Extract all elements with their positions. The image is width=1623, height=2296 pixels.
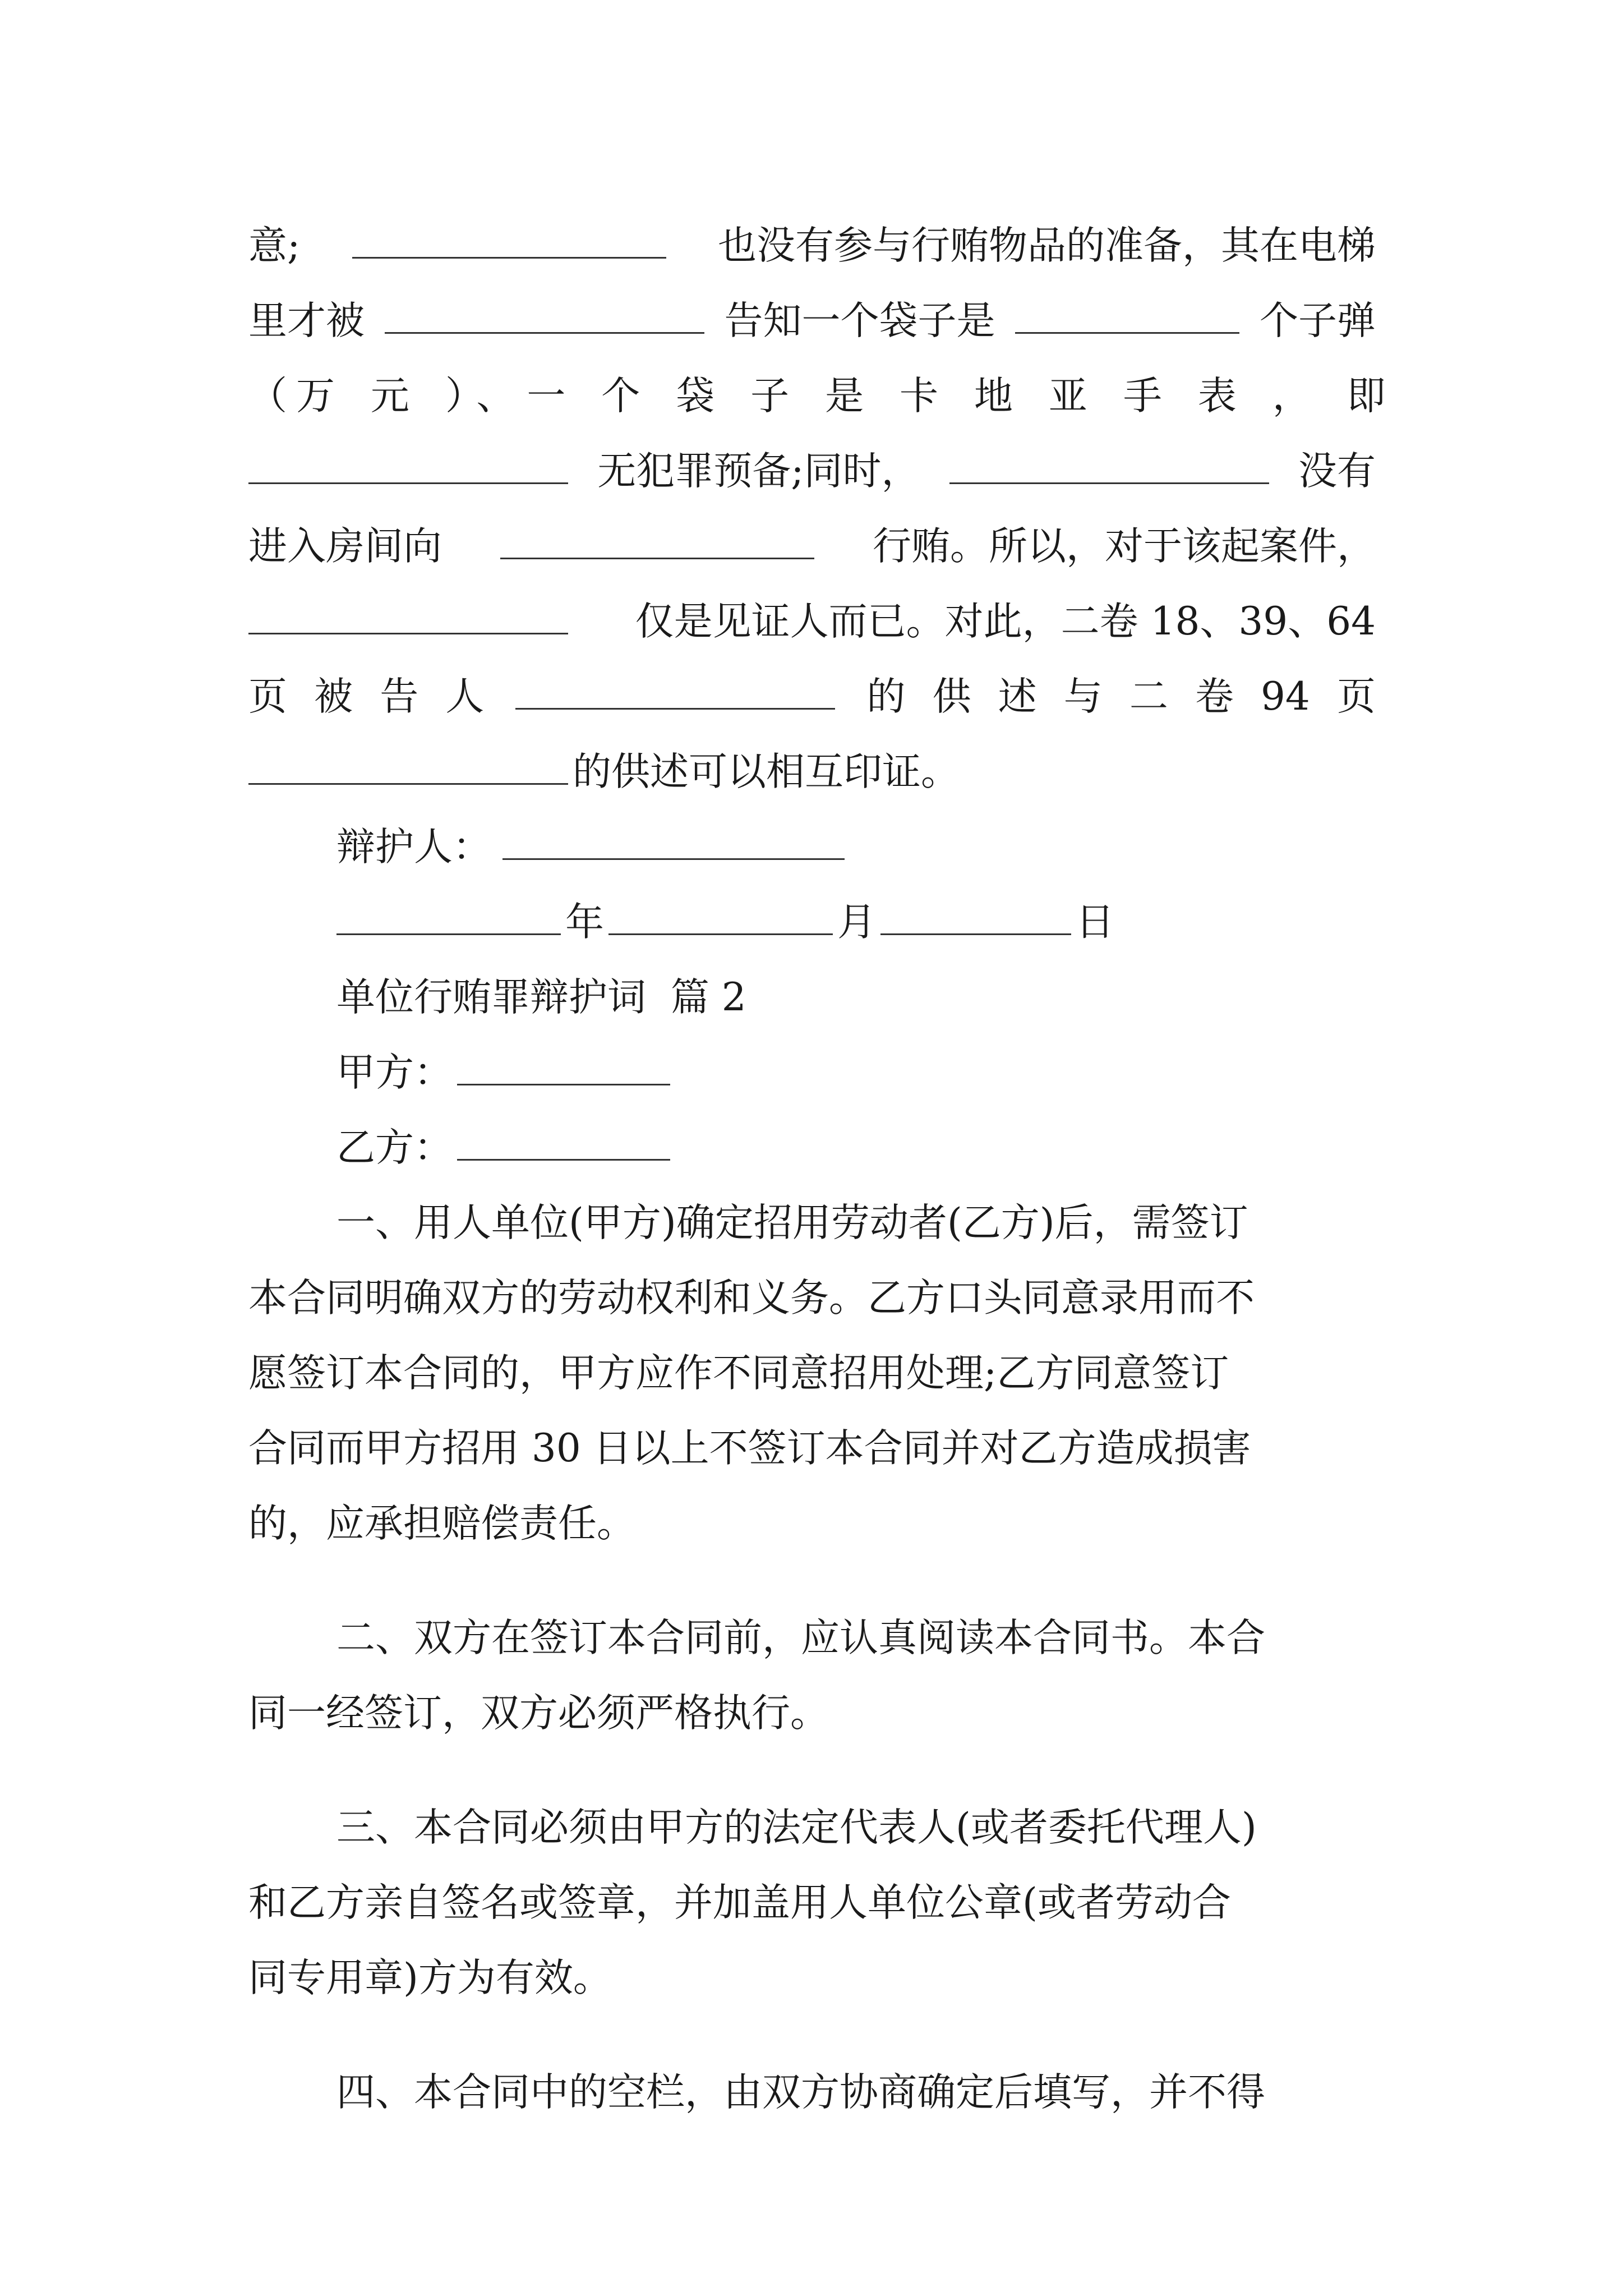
paragraph-1-line-3 bbox=[248, 1340, 1376, 1407]
party-b-label: 乙方： bbox=[336, 1125, 453, 1170]
text-line-1 bbox=[248, 212, 1376, 279]
fill-in-blank bbox=[352, 218, 666, 259]
fill-in-blank bbox=[248, 593, 568, 634]
paragraph-3-line-2 bbox=[248, 1869, 1376, 1936]
paragraph-1-line-1 bbox=[336, 1189, 1376, 1257]
section-heading bbox=[336, 964, 1464, 1031]
text-segment: 意; bbox=[248, 223, 301, 268]
text-line-2 bbox=[248, 287, 1376, 355]
month-blank bbox=[608, 894, 833, 935]
text-segment: 仅是见证人而已。对此，二卷 18、39、64 bbox=[635, 599, 1376, 644]
text-segment: 页 bbox=[248, 674, 287, 719]
text-segment: 进入房间向 bbox=[248, 524, 442, 569]
text-line-4 bbox=[248, 438, 1376, 505]
paragraph-1-line-4 bbox=[248, 1415, 1376, 1482]
month-label: 月 bbox=[837, 900, 876, 945]
defender-label: 辩护人： bbox=[336, 825, 491, 869]
text-segment: 没有 bbox=[1298, 449, 1376, 494]
text-segment: 卷 bbox=[1195, 674, 1234, 719]
text-segment: 告知一个袋子是 bbox=[724, 298, 995, 343]
paragraph-4-line-1 bbox=[336, 2059, 1376, 2126]
text-segment: 一、用人单位(甲方)确定招用劳动者(乙方)后，需签订 bbox=[336, 1200, 1248, 1245]
text-segment: 里才被 bbox=[248, 298, 365, 343]
paragraph-3-line-1 bbox=[336, 1794, 1376, 1861]
paragraph-2-line-1 bbox=[336, 1604, 1376, 1672]
party-b-line bbox=[336, 1114, 1464, 1181]
party-a-blank bbox=[457, 1045, 670, 1085]
year-label: 年 bbox=[565, 900, 604, 945]
text-segment: 人 bbox=[445, 674, 485, 719]
text-segment: 94 bbox=[1261, 674, 1310, 719]
text-segment: 的 bbox=[866, 674, 906, 719]
text-segment: 被 bbox=[314, 674, 353, 719]
text-segment: 同专用章)方为有效。 bbox=[248, 1955, 612, 2000]
party-a-line bbox=[336, 1039, 1464, 1106]
day-label: 日 bbox=[1076, 900, 1114, 945]
text-segment: 同一经签订，双方必须严格执行。 bbox=[248, 1691, 829, 1736]
text-segment: 的，应承担赔偿责任。 bbox=[248, 1501, 635, 1546]
fill-in-blank bbox=[500, 518, 814, 559]
text-line-5 bbox=[248, 513, 1376, 580]
text-segment: 述 bbox=[998, 674, 1037, 719]
text-line-7 bbox=[248, 663, 1376, 730]
text-segment: 行贿。所以，对于该起案件， bbox=[873, 524, 1376, 569]
text-segment: 和乙方亲自签名或签章，并加盖用人单位公章(或者劳动合 bbox=[248, 1880, 1231, 1925]
defender-blank bbox=[502, 819, 845, 860]
text-segment: 二 bbox=[1129, 674, 1168, 719]
text-segment: 的供述可以相互印证。 bbox=[573, 749, 960, 794]
fill-in-blank bbox=[949, 443, 1269, 484]
text-segment: 四、本合同中的空栏，由双方协商确定后填写，并不得 bbox=[336, 2070, 1265, 2115]
fill-in-blank bbox=[1015, 293, 1239, 334]
text-line-3 bbox=[248, 362, 1398, 430]
text-segment: 无犯罪预备;同时， bbox=[597, 449, 920, 494]
text-segment: 三、本合同必须由甲方的法定代表人(或者委托代理人) bbox=[336, 1805, 1257, 1850]
paragraph-2-line-2 bbox=[248, 1680, 1376, 1747]
paragraph-3-line-3 bbox=[248, 1944, 1376, 2012]
text-segment: （ bbox=[248, 374, 287, 418]
party-a-label: 甲方： bbox=[336, 1050, 453, 1095]
text-line-8 bbox=[248, 738, 1376, 806]
text-segment: 万 元 ）、一 个 袋 子 是 卡 地 亚 手 表 ， 即 bbox=[296, 374, 1398, 418]
text-segment: 本合同明确双方的劳动权利和义务。乙方口头同意录用而不 bbox=[248, 1276, 1255, 1320]
text-segment: 合同而甲方招用 30 日以上不签订本合同并对乙方造成损害 bbox=[248, 1426, 1251, 1471]
party-b-blank bbox=[457, 1120, 670, 1161]
paragraph-1-line-5 bbox=[248, 1490, 1376, 1557]
fill-in-blank bbox=[248, 443, 568, 484]
defender-signature-line bbox=[336, 813, 1464, 881]
fill-in-blank bbox=[248, 744, 568, 785]
day-blank bbox=[880, 894, 1071, 935]
text-segment: 页 bbox=[1336, 674, 1376, 719]
section-heading-text: 单位行贿罪辩护词 篇 2 bbox=[336, 975, 746, 1020]
text-segment: 二、双方在签订本合同前，应认真阅读本合同书。本合 bbox=[336, 1616, 1265, 1660]
paragraph-1-line-2 bbox=[248, 1264, 1376, 1332]
text-segment: 供 bbox=[932, 674, 971, 719]
year-blank bbox=[336, 894, 561, 935]
fill-in-blank bbox=[385, 293, 704, 334]
text-segment: 与 bbox=[1063, 674, 1103, 719]
text-segment: 也没有参与行贿物品的准备，其在电梯 bbox=[718, 223, 1376, 268]
text-segment: 告 bbox=[380, 674, 419, 719]
text-line-6 bbox=[248, 588, 1376, 655]
text-segment: 愿签订本合同的，甲方应作不同意招用处理;乙方同意签订 bbox=[248, 1351, 1229, 1396]
fill-in-blank bbox=[515, 669, 835, 710]
text-segment: 个子弹 bbox=[1260, 298, 1376, 343]
date-line bbox=[336, 889, 1464, 956]
